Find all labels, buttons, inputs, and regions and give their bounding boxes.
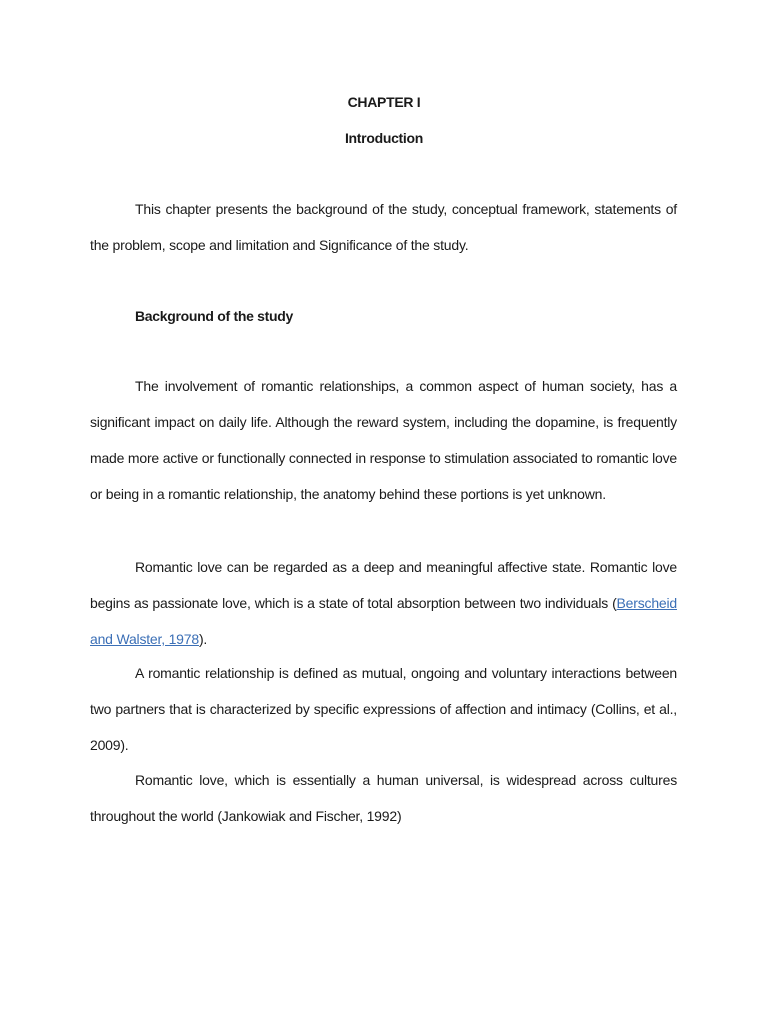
section-heading-background: Background of the study [135, 308, 293, 324]
background-paragraph-4 [90, 762, 677, 834]
chapter-number: CHAPTER I [347, 94, 421, 110]
background-paragraph-1 [90, 368, 677, 512]
background-paragraph-3 [90, 655, 677, 763]
intro-paragraph [90, 191, 677, 263]
background-paragraph-2-text: Romantic love can be regarded as a deep and meaningful affective state. Romantic love begins as passionate love, which is a state of total absorption between two individuals ( [90, 559, 677, 611]
background-paragraph-2-end: ). [198, 631, 208, 647]
background-paragraph-3-text: A romantic relationship is defined as mutual, ongoing and voluntary interactions between two partners that is characterized by specific expressions of affection and intimacy (Collins, et al., 2009). [90, 665, 677, 753]
background-paragraph-4-text: Romantic love, which is essentially a human universal, is widespread across cultures throughout the world (Jankowiak and Fischer, 1992) [90, 772, 677, 824]
background-paragraph-2 [90, 549, 677, 657]
intro-paragraph-text: This chapter presents the background of the study, conceptual framework, statements of the problem, scope and limitation and Significance of the study. [90, 201, 677, 253]
background-paragraph-1-text: The involvement of romantic relationships, a common aspect of human society, has a significant impact on daily life. Although the reward system, including the dopamine, is frequently made more active or functionally connected in response to stimulation associated to romantic love or being in a romantic relationship, the anatomy behind these portions is yet unknown. [90, 378, 677, 502]
chapter-title: Introduction [344, 130, 424, 146]
citation-link-berscheid-walster[interactable]: Berscheid and Walster, 1978 [90, 595, 677, 647]
